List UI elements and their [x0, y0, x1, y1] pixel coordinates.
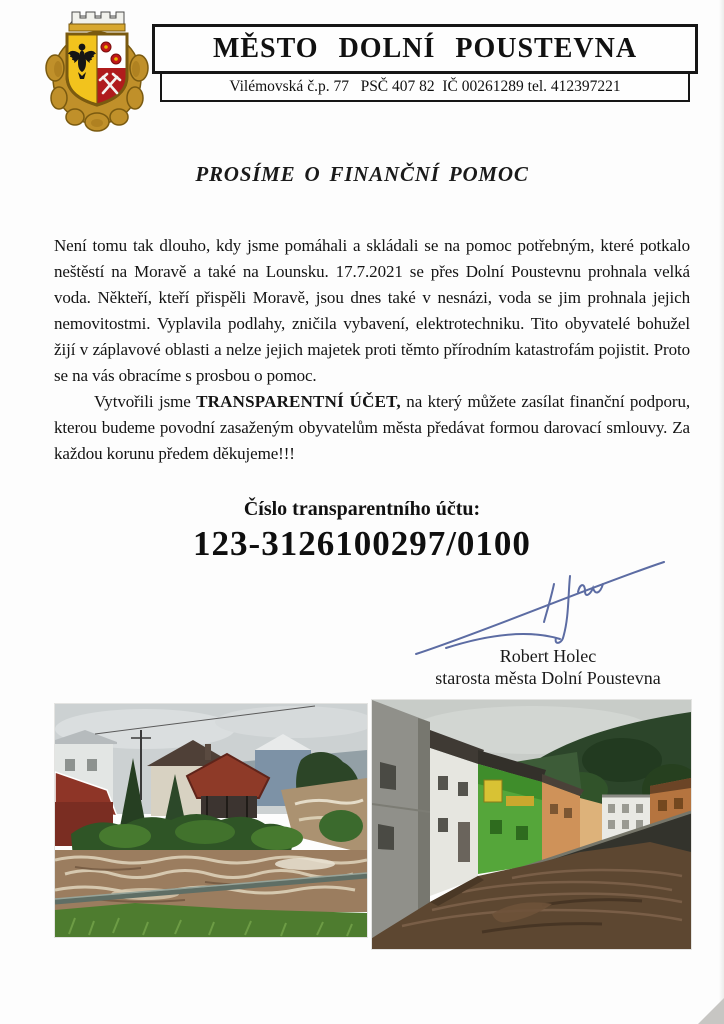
signer-name: Robert Holec: [499, 646, 597, 666]
account-number-value: 123-3126100297/0100: [193, 524, 531, 563]
transparent-account-emphasis: TRANSPARENTNÍ ÚČET,: [196, 392, 401, 411]
flood-photo-left-graphic: [55, 704, 367, 937]
letter-body: [54, 233, 690, 467]
document-heading: PROSÍME O FINANČNÍ POMOC: [195, 162, 529, 186]
town-address: Vilémovská č.p. 77 PSČ 407 82 IČ 00261289 tel. 412397221: [229, 78, 621, 95]
handwritten-signature: [408, 556, 670, 658]
town-name: MĚSTO DOLNÍ POUSTEVNA: [212, 33, 638, 64]
letterhead-address-box: [160, 73, 690, 102]
flood-photo-left: [54, 703, 368, 938]
coat-of-arms-graphic: [42, 6, 152, 132]
scan-corner-shadow: [698, 998, 724, 1024]
account-number-label: Číslo transparentního účtu:: [243, 498, 481, 520]
flood-photo-right: [371, 699, 692, 950]
letterhead-title-box: [152, 24, 698, 74]
paragraph-2: [54, 389, 690, 467]
paragraph-2-start: Vytvořili jsme: [94, 392, 197, 411]
mural-crown: [70, 12, 124, 24]
signer-role: starosta města Dolní Poustevna: [435, 668, 661, 688]
paragraph-1: Není tomu tak dlouho, kdy jsme pomáhali a skládali se na pomoc potřebným, které potkalo neštěstí na Moravě a také na Lounsku. 17.7.2021 se přes Dolní Poustevnu prohnala velká voda. Někteří, kteří přispěli Moravě, jsou dnes také v nesnázi, voda se jim prohnala jejich nemovitostmi. Vyplavila podlahy, zničila vybavení, elektrotechniku. Tito obyvatelé bohužel žijí v záplavové oblasti a nelze jejich majetek proti těmto přírodním katastrofám pojistit. Proto se na vás obracíme s prosbou o pomoc.: [54, 236, 690, 385]
flood-photo-right-graphic: [372, 700, 691, 949]
scan-edge-shading: [719, 0, 724, 1024]
town-coat-of-arms: [42, 6, 152, 132]
paragraph-2-rest: na který můžete zasílat finanční podporu, kterou budeme povodní zasaženým obyvatelům města předávat formou darovací smlouvy. Za každou korunu předem děkujeme!!!: [54, 392, 690, 463]
